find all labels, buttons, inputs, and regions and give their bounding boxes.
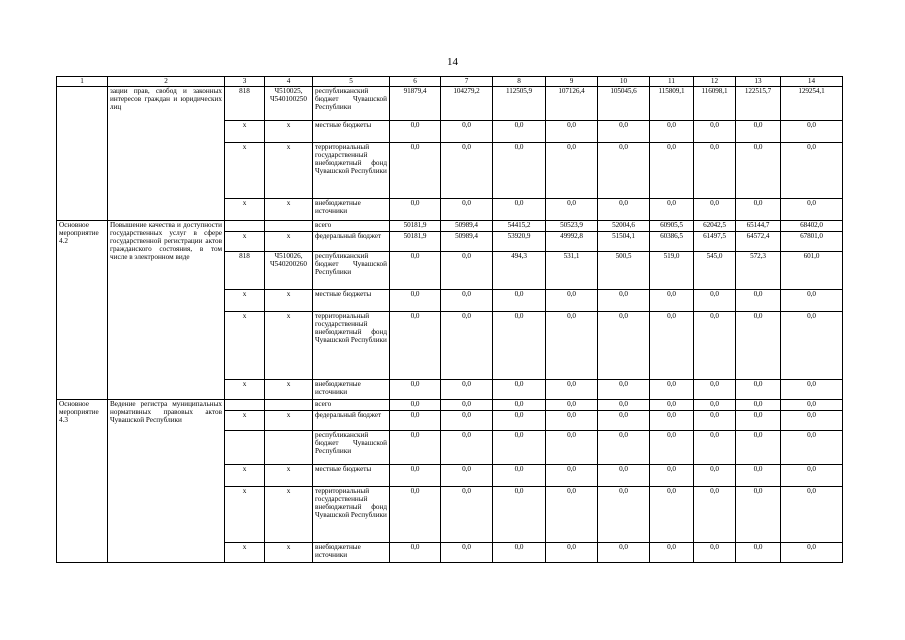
value-cell: 0,0 bbox=[694, 290, 736, 312]
value-cell: 500,5 bbox=[598, 252, 650, 290]
event-type-cell bbox=[57, 87, 108, 221]
funding-source-cell: республиканский бюджет Чувашской Республики bbox=[313, 252, 390, 290]
header-cell: 2 bbox=[108, 77, 225, 87]
value-cell: 129254,1 bbox=[781, 87, 843, 121]
value-cell: 0,0 bbox=[781, 290, 843, 312]
grbs-cell bbox=[225, 431, 265, 465]
table-row bbox=[57, 221, 843, 232]
value-cell: 50989,4 bbox=[441, 232, 493, 252]
value-cell: 0,0 bbox=[493, 487, 546, 543]
value-cell: 67801,0 bbox=[781, 232, 843, 252]
value-cell: 0,0 bbox=[493, 465, 546, 487]
value-cell: 62042,5 bbox=[694, 221, 736, 232]
grbs-cell: 818 bbox=[225, 252, 265, 290]
value-cell: 601,0 bbox=[781, 252, 843, 290]
value-cell: 0,0 bbox=[781, 543, 843, 563]
budget-code-cell: х bbox=[265, 232, 313, 252]
value-cell: 0,0 bbox=[598, 143, 650, 199]
value-cell: 0,0 bbox=[493, 411, 546, 431]
header-cell: 14 bbox=[781, 77, 843, 87]
value-cell: 0,0 bbox=[598, 312, 650, 380]
value-cell: 53920,9 bbox=[493, 232, 546, 252]
value-cell: 0,0 bbox=[781, 431, 843, 465]
value-cell: 0,0 bbox=[441, 400, 493, 411]
value-cell: 0,0 bbox=[546, 312, 598, 380]
budget-code-cell: х bbox=[265, 312, 313, 380]
value-cell: 0,0 bbox=[390, 465, 441, 487]
value-cell: 64572,4 bbox=[736, 232, 781, 252]
value-cell: 51504,1 bbox=[598, 232, 650, 252]
header-cell: 13 bbox=[736, 77, 781, 87]
value-cell: 0,0 bbox=[546, 543, 598, 563]
value-cell: 0,0 bbox=[493, 143, 546, 199]
value-cell: 91879,4 bbox=[390, 87, 441, 121]
value-cell: 115809,1 bbox=[650, 87, 694, 121]
value-cell: 50181,9 bbox=[390, 221, 441, 232]
value-cell: 0,0 bbox=[441, 380, 493, 400]
value-cell: 0,0 bbox=[546, 143, 598, 199]
value-cell: 0,0 bbox=[694, 199, 736, 221]
value-cell: 0,0 bbox=[694, 121, 736, 143]
value-cell: 0,0 bbox=[390, 431, 441, 465]
budget-code-cell: Ч510026, Ч540200260 bbox=[265, 252, 313, 290]
funding-source-cell: территориальный государственный внебюджетный фонд Чувашской Республики bbox=[313, 143, 390, 199]
value-cell: 0,0 bbox=[650, 487, 694, 543]
value-cell: 0,0 bbox=[546, 431, 598, 465]
value-cell: 0,0 bbox=[781, 312, 843, 380]
value-cell: 0,0 bbox=[390, 312, 441, 380]
value-cell: 0,0 bbox=[441, 312, 493, 380]
value-cell: 0,0 bbox=[493, 121, 546, 143]
value-cell: 0,0 bbox=[441, 431, 493, 465]
budget-code-cell bbox=[265, 400, 313, 411]
value-cell: 0,0 bbox=[736, 121, 781, 143]
grbs-cell bbox=[225, 400, 265, 411]
value-cell: 0,0 bbox=[598, 400, 650, 411]
value-cell: 122515,7 bbox=[736, 87, 781, 121]
value-cell: 0,0 bbox=[546, 411, 598, 431]
value-cell: 0,0 bbox=[650, 465, 694, 487]
value-cell: 0,0 bbox=[781, 487, 843, 543]
budget-code-cell: х bbox=[265, 543, 313, 563]
value-cell: 0,0 bbox=[546, 121, 598, 143]
value-cell: 0,0 bbox=[441, 290, 493, 312]
value-cell: 0,0 bbox=[598, 380, 650, 400]
header-cell: 6 bbox=[390, 77, 441, 87]
table-row bbox=[57, 400, 843, 411]
value-cell: 112505,9 bbox=[493, 87, 546, 121]
header-cell: 3 bbox=[225, 77, 265, 87]
value-cell: 0,0 bbox=[736, 487, 781, 543]
value-cell: 0,0 bbox=[598, 411, 650, 431]
value-cell: 0,0 bbox=[441, 252, 493, 290]
funding-source-cell: местные бюджеты bbox=[313, 465, 390, 487]
header-cell: 9 bbox=[546, 77, 598, 87]
header-cell: 7 bbox=[441, 77, 493, 87]
value-cell: 0,0 bbox=[390, 252, 441, 290]
value-cell: 60386,5 bbox=[650, 232, 694, 252]
budget-code-cell: х bbox=[265, 199, 313, 221]
value-cell: 0,0 bbox=[390, 487, 441, 543]
value-cell: 0,0 bbox=[390, 143, 441, 199]
value-cell: 0,0 bbox=[694, 312, 736, 380]
value-cell: 49992,8 bbox=[546, 232, 598, 252]
value-cell: 0,0 bbox=[694, 487, 736, 543]
budget-code-cell: х bbox=[265, 121, 313, 143]
value-cell: 0,0 bbox=[694, 400, 736, 411]
value-cell: 0,0 bbox=[694, 431, 736, 465]
value-cell: 0,0 bbox=[650, 121, 694, 143]
value-cell: 494,3 bbox=[493, 252, 546, 290]
value-cell: 0,0 bbox=[441, 543, 493, 563]
header-cell: 5 bbox=[313, 77, 390, 87]
value-cell: 50989,4 bbox=[441, 221, 493, 232]
budget-code-cell: х bbox=[265, 143, 313, 199]
header-cell: 8 bbox=[493, 77, 546, 87]
value-cell: 0,0 bbox=[493, 290, 546, 312]
value-cell: 0,0 bbox=[493, 400, 546, 411]
grbs-cell: х bbox=[225, 121, 265, 143]
value-cell: 0,0 bbox=[546, 199, 598, 221]
value-cell: 0,0 bbox=[598, 431, 650, 465]
value-cell: 104279,2 bbox=[441, 87, 493, 121]
funding-source-cell: местные бюджеты bbox=[313, 121, 390, 143]
header-cell: 4 bbox=[265, 77, 313, 87]
value-cell: 0,0 bbox=[650, 400, 694, 411]
value-cell: 52004,6 bbox=[598, 221, 650, 232]
value-cell: 116098,1 bbox=[694, 87, 736, 121]
value-cell: 0,0 bbox=[781, 465, 843, 487]
value-cell: 54415,2 bbox=[493, 221, 546, 232]
value-cell: 0,0 bbox=[598, 121, 650, 143]
page-number: 14 bbox=[447, 56, 458, 68]
funding-source-cell: внебюджетные источники bbox=[313, 543, 390, 563]
value-cell: 0,0 bbox=[736, 543, 781, 563]
value-cell: 0,0 bbox=[493, 543, 546, 563]
event-name-cell: Ведение регистра муниципальных нормативных правовых актов Чувашской Республики bbox=[108, 400, 225, 563]
value-cell: 0,0 bbox=[694, 543, 736, 563]
event-type-cell: Основное мероприятие 4.3 bbox=[57, 400, 108, 563]
value-cell: 0,0 bbox=[650, 543, 694, 563]
value-cell: 0,0 bbox=[390, 290, 441, 312]
value-cell: 0,0 bbox=[781, 199, 843, 221]
value-cell: 0,0 bbox=[493, 380, 546, 400]
value-cell: 0,0 bbox=[441, 121, 493, 143]
value-cell: 0,0 bbox=[546, 400, 598, 411]
header-cell: 10 bbox=[598, 77, 650, 87]
value-cell: 0,0 bbox=[650, 411, 694, 431]
value-cell: 0,0 bbox=[441, 143, 493, 199]
value-cell: 0,0 bbox=[390, 543, 441, 563]
value-cell: 0,0 bbox=[650, 143, 694, 199]
grbs-cell: х bbox=[225, 465, 265, 487]
value-cell: 0,0 bbox=[598, 543, 650, 563]
value-cell: 0,0 bbox=[781, 400, 843, 411]
value-cell: 0,0 bbox=[694, 380, 736, 400]
funding-source-cell: республиканский бюджет Чувашской Республики bbox=[313, 87, 390, 121]
value-cell: 0,0 bbox=[736, 290, 781, 312]
header-cell: 11 bbox=[650, 77, 694, 87]
budget-code-cell: х bbox=[265, 290, 313, 312]
value-cell: 0,0 bbox=[441, 487, 493, 543]
budget-code-cell: х bbox=[265, 411, 313, 431]
funding-source-cell: внебюджетные источники bbox=[313, 380, 390, 400]
value-cell: 105045,6 bbox=[598, 87, 650, 121]
value-cell: 0,0 bbox=[390, 121, 441, 143]
funding-source-cell: местные бюджеты bbox=[313, 290, 390, 312]
budget-table bbox=[56, 76, 843, 563]
value-cell: 0,0 bbox=[650, 431, 694, 465]
event-name-cell: зации прав, свобод и законных интересов граждан и юридических лиц bbox=[108, 87, 225, 221]
event-type-cell: Основное мероприятие 4.2 bbox=[57, 221, 108, 400]
grbs-cell: х bbox=[225, 199, 265, 221]
value-cell: 50181,9 bbox=[390, 232, 441, 252]
value-cell: 0,0 bbox=[736, 431, 781, 465]
value-cell: 0,0 bbox=[390, 199, 441, 221]
value-cell: 0,0 bbox=[736, 199, 781, 221]
value-cell: 545,0 bbox=[694, 252, 736, 290]
funding-source-cell: территориальный государственный внебюджетный фонд Чувашской Республики bbox=[313, 312, 390, 380]
value-cell: 0,0 bbox=[694, 465, 736, 487]
value-cell: 0,0 bbox=[650, 290, 694, 312]
value-cell: 0,0 bbox=[650, 199, 694, 221]
value-cell: 0,0 bbox=[441, 411, 493, 431]
funding-source-cell: федеральный бюджет bbox=[313, 232, 390, 252]
value-cell: 0,0 bbox=[493, 431, 546, 465]
value-cell: 0,0 bbox=[546, 465, 598, 487]
grbs-cell: х bbox=[225, 312, 265, 380]
grbs-cell: х bbox=[225, 290, 265, 312]
value-cell: 50523,9 bbox=[546, 221, 598, 232]
value-cell: 0,0 bbox=[736, 400, 781, 411]
value-cell: 0,0 bbox=[736, 380, 781, 400]
value-cell: 0,0 bbox=[441, 465, 493, 487]
header-cell: 12 bbox=[694, 77, 736, 87]
grbs-cell: х bbox=[225, 411, 265, 431]
value-cell: 0,0 bbox=[546, 487, 598, 543]
grbs-cell: х bbox=[225, 380, 265, 400]
value-cell: 0,0 bbox=[493, 312, 546, 380]
budget-code-cell: Ч510025, Ч540100250 bbox=[265, 87, 313, 121]
value-cell: 0,0 bbox=[781, 380, 843, 400]
grbs-cell: 818 bbox=[225, 87, 265, 121]
grbs-cell: х bbox=[225, 232, 265, 252]
funding-source-cell: всего bbox=[313, 221, 390, 232]
value-cell: 572,3 bbox=[736, 252, 781, 290]
funding-source-cell: территориальный государственный внебюджетный фонд Чувашской Республики bbox=[313, 487, 390, 543]
value-cell: 531,1 bbox=[546, 252, 598, 290]
value-cell: 0,0 bbox=[736, 411, 781, 431]
funding-source-cell: внебюджетные источники bbox=[313, 199, 390, 221]
value-cell: 0,0 bbox=[781, 121, 843, 143]
value-cell: 0,0 bbox=[441, 199, 493, 221]
funding-source-cell: всего bbox=[313, 400, 390, 411]
value-cell: 0,0 bbox=[650, 380, 694, 400]
budget-code-cell bbox=[265, 221, 313, 232]
value-cell: 0,0 bbox=[736, 143, 781, 199]
value-cell: 60905,5 bbox=[650, 221, 694, 232]
budget-code-cell: х bbox=[265, 465, 313, 487]
value-cell: 0,0 bbox=[390, 411, 441, 431]
value-cell: 0,0 bbox=[546, 380, 598, 400]
value-cell: 0,0 bbox=[493, 199, 546, 221]
value-cell: 0,0 bbox=[390, 400, 441, 411]
header-cell: 1 bbox=[57, 77, 108, 87]
value-cell: 0,0 bbox=[736, 312, 781, 380]
value-cell: 0,0 bbox=[694, 411, 736, 431]
value-cell: 65144,7 bbox=[736, 221, 781, 232]
grbs-cell: х bbox=[225, 487, 265, 543]
funding-source-cell: федеральный бюджет bbox=[313, 411, 390, 431]
value-cell: 0,0 bbox=[546, 290, 598, 312]
event-name-cell: Повышение качества и доступности государственных услуг в сфере государственной регистрации актов гражданского состояния, в том числе в электронном виде bbox=[108, 221, 225, 400]
value-cell: 68402,0 bbox=[781, 221, 843, 232]
value-cell: 0,0 bbox=[781, 143, 843, 199]
grbs-cell bbox=[225, 221, 265, 232]
value-cell: 61497,5 bbox=[694, 232, 736, 252]
budget-code-cell: х bbox=[265, 380, 313, 400]
value-cell: 107126,4 bbox=[546, 87, 598, 121]
value-cell: 0,0 bbox=[598, 487, 650, 543]
value-cell: 0,0 bbox=[694, 143, 736, 199]
value-cell: 0,0 bbox=[781, 411, 843, 431]
value-cell: 0,0 bbox=[598, 199, 650, 221]
header-row bbox=[57, 77, 843, 87]
value-cell: 0,0 bbox=[598, 290, 650, 312]
value-cell: 0,0 bbox=[736, 465, 781, 487]
value-cell: 519,0 bbox=[650, 252, 694, 290]
value-cell: 0,0 bbox=[390, 380, 441, 400]
funding-source-cell: республиканский бюджет Чувашской Республики bbox=[313, 431, 390, 465]
budget-code-cell bbox=[265, 431, 313, 465]
grbs-cell: х bbox=[225, 543, 265, 563]
table-row bbox=[57, 87, 843, 121]
value-cell: 0,0 bbox=[598, 465, 650, 487]
grbs-cell: х bbox=[225, 143, 265, 199]
value-cell: 0,0 bbox=[650, 312, 694, 380]
budget-code-cell: х bbox=[265, 487, 313, 543]
